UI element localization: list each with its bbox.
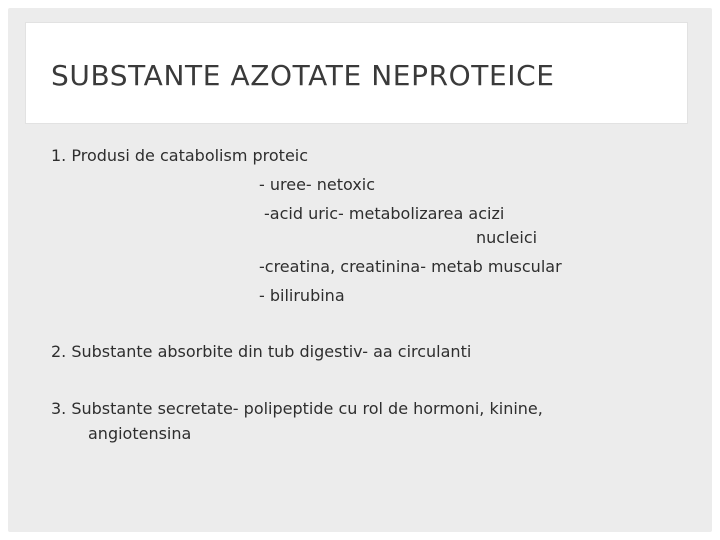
item-1-line-nucleici: nucleici [476,228,538,247]
item-1-line-uree: - uree- netoxic [259,175,376,194]
item-1-line-acid-uric: -acid uric- metabolizarea acizi [264,204,505,223]
item-3-continuation: angiotensina [88,424,192,443]
item-1-heading: 1. Produsi de catabolism proteic [51,146,309,165]
item-1-line-bilirubina: - bilirubina [259,286,345,305]
item-2-text: 2. Substante absorbite din tub digestiv- aa circulanti [51,342,472,361]
item-3-text: 3. Substante secretate- polipeptide cu rol de hormoni, kinine, [51,399,543,418]
slide [8,8,712,532]
title-box [25,22,688,124]
slide-title: SUBSTANTE AZOTATE NEPROTEICE [51,59,555,92]
item-1-line-creatina: -creatina, creatinina- metab muscular [259,257,562,276]
